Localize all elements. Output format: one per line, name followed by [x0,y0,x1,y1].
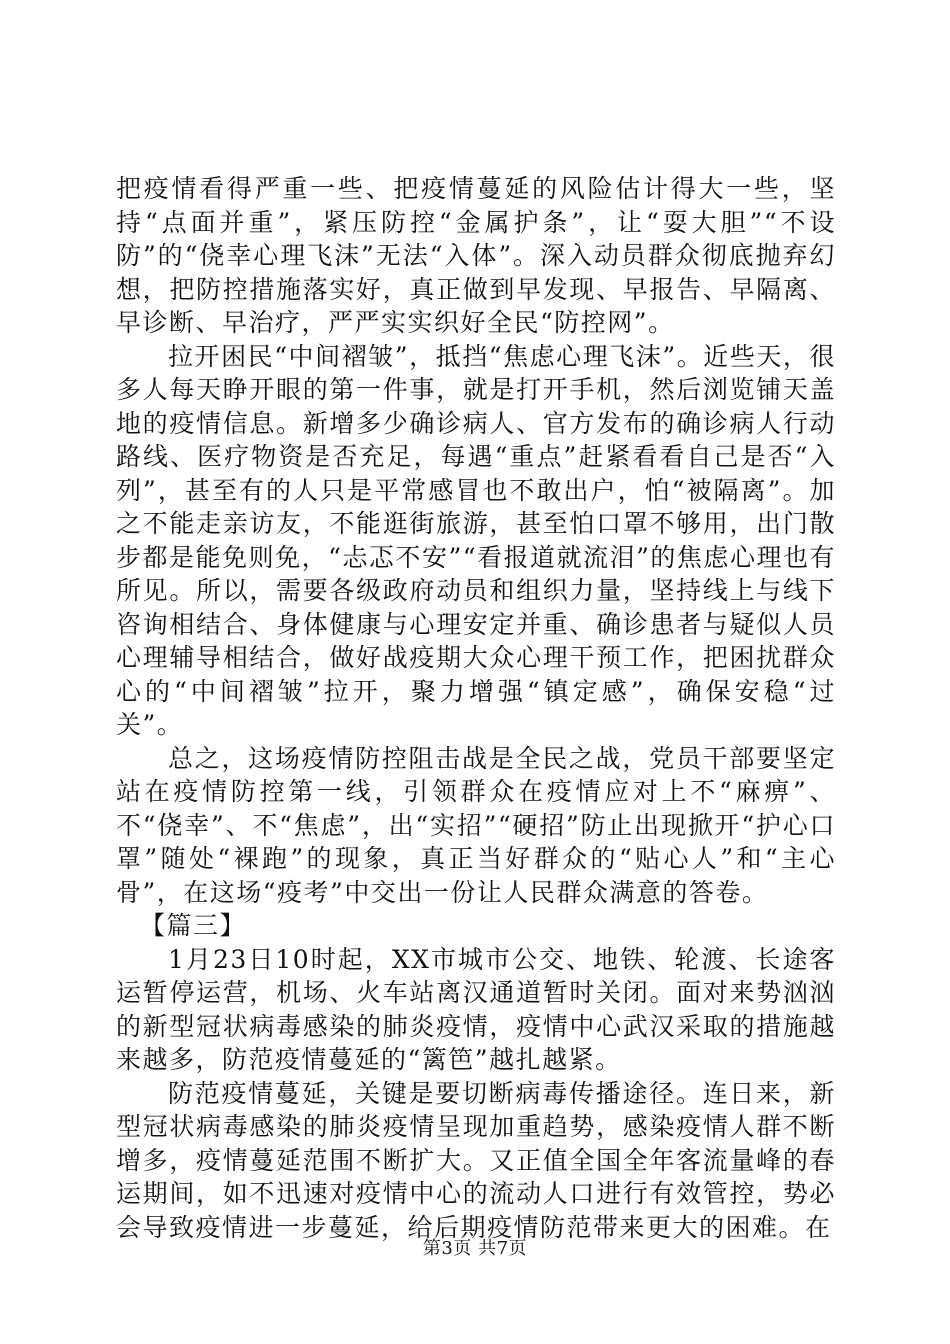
document-body [116,172,836,1244]
paragraph-4: 1月23日10时起，XX市城市公交、地铁、轮渡、长途客运暂停运营，机场、火车站离汉通道暂时关闭。面对来势汹汹的新型冠状病毒感染的肺炎疫情，疫情中心武汉采取的措施越来越多，防范疫情蔓延的“篱笆”越扎越紧。 [116,944,836,1074]
section-heading: 【篇三】 [140,911,247,940]
paragraph-2: 拉开困民“中间褶皱”，抵挡“焦虑心理飞沫”。近些天，很多人每天睁开眼的第一件事，就是打开手机，然后浏览铺天盖地的疫情信息。新增多少确诊病人、官方发布的确诊病人行动路线、医疗物资是否充足，每遇“重点”赶紧看看自己是否“入列”，甚至有的人只是平常感冒也不敢出户，怕“被隔离”。加之不能走亲访友，不能逛街旅游，甚至怕口罩不够用，出门散步都是能免则免，“忐忑不安”“看报道就流泪”的焦虑心理也有所见。所以，需要各级政府动员和组织力量，坚持线上与线下咨询相结合、身体健康与心理安定并重、确诊患者与疑似人员心理辅导相结合，做好战疫期大众心理干预工作，把困扰群众心的“中间褶皱”拉开，聚力增强“镇定感”，确保安稳“过关”。 [116,341,836,739]
paragraph-5: 防范疫情蔓延，关键是要切断病毒传播途径。连日来，新型冠状病毒感染的肺炎疫情呈现加重趋势，感染疫情人群不断增多，疫情蔓延范围不断扩大。又正值全国全年客流量峰的春运期间，如不迅速对疫情中心的流动人口进行有效管控，势必会导致疫情进一步蔓延，给后期疫情防范带来更大的困难。在 [116,1078,836,1242]
paragraph-3: 总之，这场疫情防控阻击战是全民之战，党员干部要坚定站在疫情防控第一线，引领群众在疫情应对上不“麻痹”、不“侥幸”、不“焦虑”，出“实招”“硬招”防止出现掀开“护心口罩”随处“裸跑”的现象，真正当好群众的“贴心人”和“主心骨”，在这场“疫考”中交出一份让人民群众满意的答卷。 [116,743,836,907]
page-footer: 第3页 共7页 [422,1238,528,1259]
paragraph-1: 把疫情看得严重一些、把疫情蔓延的风险估计得大一些，坚持“点面并重”，紧压防控“金属护条”，让“耍大胆”“不设防”的“侥幸心理飞沫”无法“入体”。深入动员群众彻底抛弃幻想，把防控措施落实好，真正做到早发现、早报告、早隔离、早诊断、早治疗，严严实实织好全民“防控网”。 [116,174,836,337]
